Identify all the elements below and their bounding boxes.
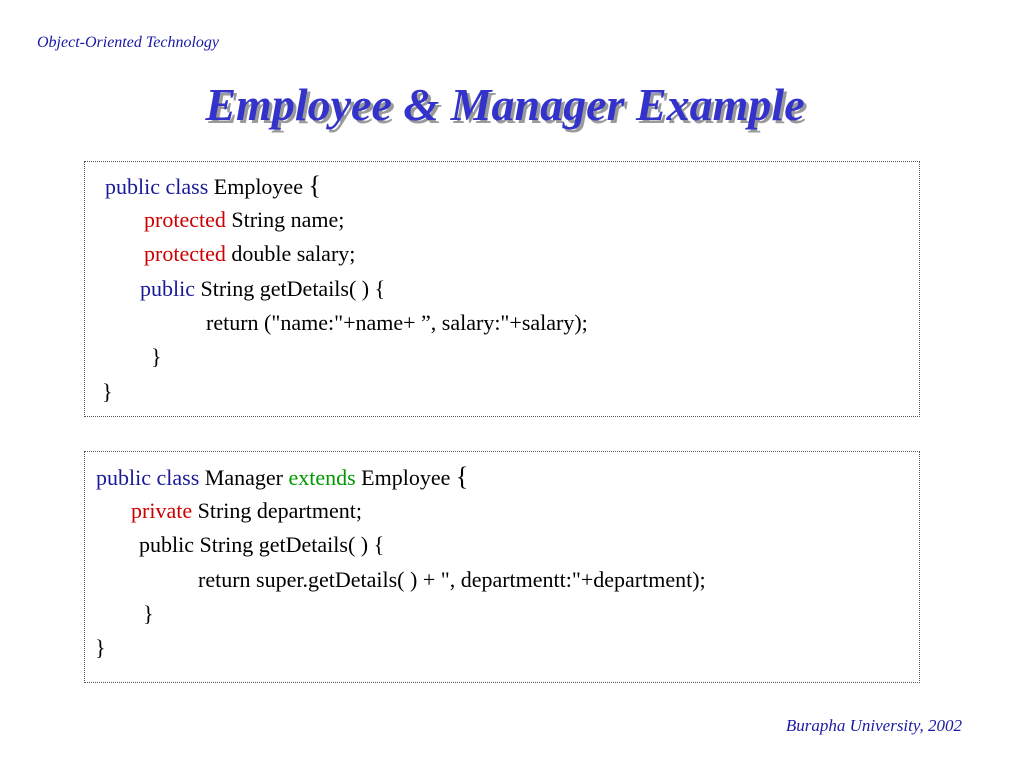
keyword-protected: protected: [144, 241, 226, 266]
open-brace: {: [308, 171, 321, 200]
employee-code-line-5: return ("name:"+name+ ”, salary:"+salary);: [206, 310, 588, 335]
open-brace: {: [455, 462, 469, 491]
keyword-class: class: [165, 174, 209, 199]
manager-code-line-5: }: [143, 601, 154, 626]
field-name-declaration: String name;: [231, 207, 345, 232]
employee-code-line-1: [105, 173, 321, 200]
keyword-protected: protected: [144, 207, 226, 232]
class-name-manager: Manager: [204, 465, 283, 490]
method-signature: String getDetails( ) {: [200, 276, 386, 301]
field-salary-declaration: double salary;: [231, 241, 356, 266]
manager-code-line-6: }: [95, 635, 106, 660]
slide-title: Employee & Manager Example: [205, 79, 805, 130]
employee-code-line-4: [140, 276, 385, 302]
employee-code-line-6: }: [151, 344, 162, 369]
keyword-extends: extends: [288, 465, 356, 490]
footer-credit: Burapha University, 2002: [785, 716, 962, 735]
employee-code-box: [84, 161, 920, 417]
manager-code-line-2: [131, 498, 362, 524]
field-department-declaration: String department;: [197, 498, 362, 523]
class-name-employee: Employee: [213, 174, 303, 199]
keyword-public: public: [140, 276, 195, 301]
employee-code-line-3: [144, 241, 355, 267]
keyword-private: private: [131, 498, 193, 523]
manager-code-box: [84, 451, 920, 683]
manager-code-line-1: [96, 464, 468, 491]
superclass-name: Employee: [361, 465, 451, 490]
manager-code-line-4: return super.getDetails( ) + ", departmentt:"+department);: [198, 567, 706, 592]
course-title: Object-Oriented Technology: [37, 34, 220, 51]
employee-code-line-2: [144, 207, 344, 233]
employee-code-line-7: }: [102, 379, 113, 404]
keyword-class: class: [156, 465, 200, 490]
manager-code-line-3: public String getDetails( ) {: [139, 532, 385, 557]
keyword-public: public: [105, 174, 160, 199]
keyword-public: public: [96, 465, 151, 490]
